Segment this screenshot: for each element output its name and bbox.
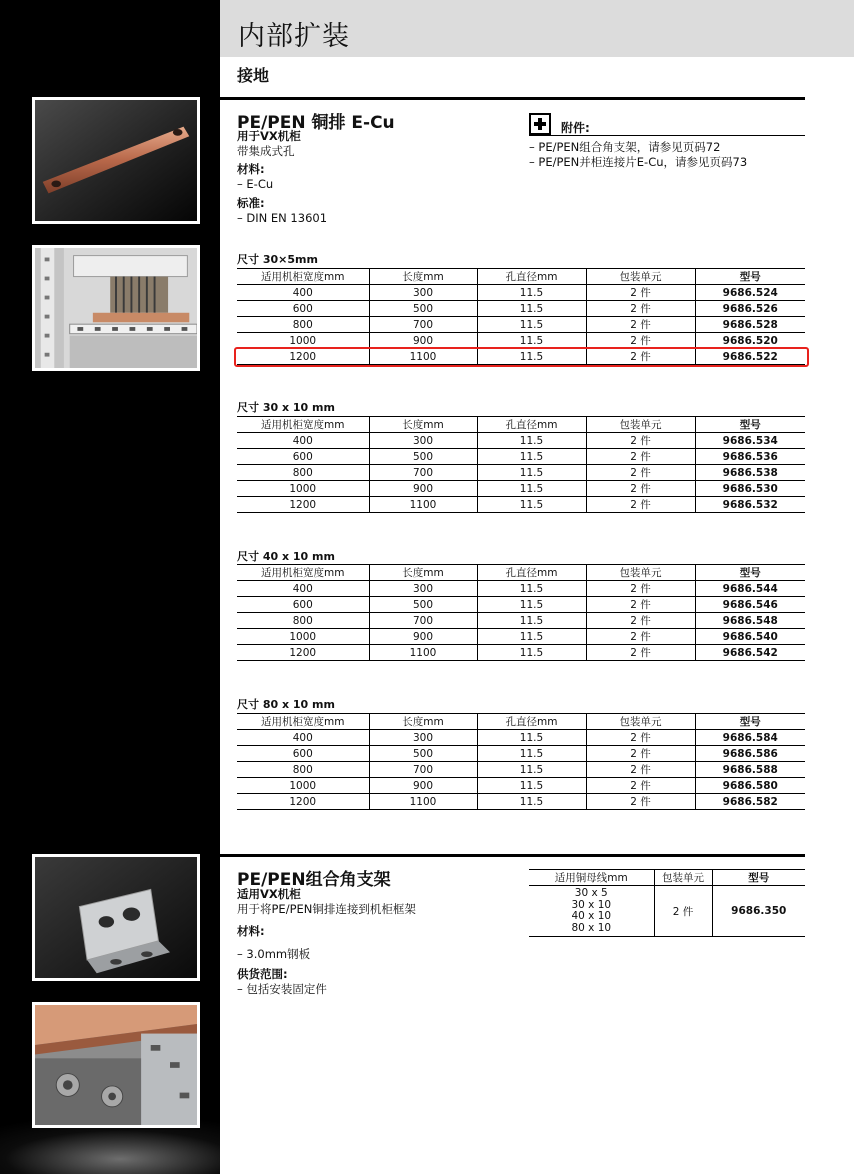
part-number: 9686.542	[695, 645, 805, 661]
table-cell: 11.5	[477, 317, 586, 333]
table-cell: 900	[369, 333, 477, 349]
col-header: 长度mm	[369, 417, 477, 433]
table-row	[237, 597, 805, 613]
table-row	[237, 481, 805, 497]
part-number: 9686.580	[695, 778, 805, 794]
plus-icon	[529, 113, 551, 135]
table-row	[237, 762, 805, 778]
part-number: 9686.532	[695, 497, 805, 513]
cabinet-installation-photo	[32, 245, 200, 371]
col-header: 包装单元	[586, 417, 695, 433]
part-number: 9686.582	[695, 794, 805, 810]
part-number: 9686.544	[695, 581, 805, 597]
angle-bracket-photo	[32, 854, 200, 981]
table-cell: 2 件	[586, 433, 695, 449]
material-value: – 3.0mm钢板	[237, 947, 311, 961]
table-cell: 300	[369, 730, 477, 746]
part-number: 9686.546	[695, 597, 805, 613]
table-cell: 600	[237, 597, 369, 613]
table-cell: 11.5	[477, 613, 586, 629]
table-row	[237, 449, 805, 465]
table-cell: 2 件	[586, 301, 695, 317]
table-cell: 11.5	[477, 581, 586, 597]
table-cell: 2 件	[586, 762, 695, 778]
part-number: 9686.584	[695, 730, 805, 746]
part-number: 9686.538	[695, 465, 805, 481]
table-cell: 2 件	[586, 349, 695, 365]
col-header: 长度mm	[369, 714, 477, 730]
table-cell: 11.5	[477, 762, 586, 778]
table-cell: 11.5	[477, 449, 586, 465]
col-header: 包装单元	[654, 870, 712, 886]
table-cell: 1100	[369, 497, 477, 513]
part-number: 9686.588	[695, 762, 805, 778]
table-cell: 400	[237, 581, 369, 597]
accessory-item: – PE/PEN并柜连接片E-Cu，请参见页码73	[529, 155, 748, 169]
table-cell: 500	[369, 597, 477, 613]
table-cell: 2 件	[586, 497, 695, 513]
table-row	[237, 778, 805, 794]
table-cell: 11.5	[477, 433, 586, 449]
table-cell: 600	[237, 301, 369, 317]
part-number: 9686.528	[695, 317, 805, 333]
table-cell: 300	[369, 581, 477, 597]
table-cell: 800	[237, 317, 369, 333]
table-cell: 700	[369, 762, 477, 778]
table-cell: 11.5	[477, 465, 586, 481]
table-cell: 600	[237, 746, 369, 762]
table-cell: 600	[237, 449, 369, 465]
table-cell: 1000	[237, 333, 369, 349]
product-subtitle: 适用VX机柜	[237, 887, 301, 901]
table-row	[529, 886, 805, 937]
section-divider	[220, 97, 805, 100]
table-cell: 11.5	[477, 597, 586, 613]
col-header: 适用机柜宽度mm	[237, 714, 369, 730]
table-cell: 11.5	[477, 645, 586, 661]
col-header: 型号	[712, 870, 805, 886]
product-title: PE/PEN组合角支架	[237, 870, 391, 890]
busbar-size: 80 x 10	[571, 921, 612, 934]
table-cell: 500	[369, 301, 477, 317]
col-header: 适用机柜宽度mm	[237, 269, 369, 285]
table-cell: 2 件	[586, 746, 695, 762]
col-header: 型号	[695, 565, 805, 581]
copper-busbar-photo	[32, 97, 200, 224]
table-cell: 900	[369, 778, 477, 794]
table-cell: 2 件	[586, 597, 695, 613]
spec-table-80x10	[237, 713, 805, 810]
scope-label: 供货范围:	[237, 967, 288, 981]
part-number: 9686.522	[695, 349, 805, 365]
table-row	[237, 301, 805, 317]
table-cell: 700	[369, 317, 477, 333]
table-cell: 400	[237, 433, 369, 449]
size-label: 尺寸 30 x 10 mm	[237, 401, 335, 414]
col-header: 适用机柜宽度mm	[237, 565, 369, 581]
col-header: 长度mm	[369, 565, 477, 581]
part-number: 9686.520	[695, 333, 805, 349]
table-cell: 2 件	[586, 481, 695, 497]
col-header: 长度mm	[369, 269, 477, 285]
accessories-header	[529, 113, 805, 136]
table-cell: 2 件	[586, 581, 695, 597]
busbar-size: 40 x 10	[571, 910, 612, 922]
table-cell: 500	[369, 449, 477, 465]
page-title: 内部扩装	[238, 21, 350, 52]
section-divider	[220, 854, 805, 857]
table-row	[237, 581, 805, 597]
table-cell: 1000	[237, 481, 369, 497]
part-number: 9686.536	[695, 449, 805, 465]
product-title: PE/PEN 铜排 E-Cu	[237, 113, 395, 133]
table-cell: 2 件	[586, 285, 695, 301]
material-label: 材料:	[237, 924, 265, 938]
busbar-sizes-cell	[529, 886, 654, 937]
table-cell: 1200	[237, 349, 369, 365]
table-row	[237, 497, 805, 513]
page-header	[220, 0, 854, 57]
part-number: 9686.586	[695, 746, 805, 762]
row-highlight-box	[234, 347, 809, 367]
table-cell: 1200	[237, 497, 369, 513]
table-cell: 1100	[369, 794, 477, 810]
material-label: 材料:	[237, 162, 265, 176]
product-description: 用于将PE/PEN铜排连接到机柜框架	[237, 902, 416, 916]
size-label: 尺寸 40 x 10 mm	[237, 550, 335, 563]
busbar-size: 30 x 5	[574, 887, 608, 899]
pack-unit: 2 件	[654, 886, 712, 937]
table-cell: 1000	[237, 629, 369, 645]
table-cell: 1100	[369, 349, 477, 365]
table-cell: 400	[237, 730, 369, 746]
table-cell: 2 件	[586, 465, 695, 481]
table-cell: 900	[369, 481, 477, 497]
size-label: 尺寸 80 x 10 mm	[237, 698, 335, 711]
table-cell: 800	[237, 613, 369, 629]
table-cell: 11.5	[477, 285, 586, 301]
table-cell: 11.5	[477, 301, 586, 317]
product-subtitle: 用于VX机柜	[237, 129, 301, 143]
table-cell: 11.5	[477, 746, 586, 762]
table-cell: 1200	[237, 645, 369, 661]
material-value: – E-Cu	[237, 177, 274, 191]
table-row	[237, 613, 805, 629]
col-header: 包装单元	[586, 714, 695, 730]
table-cell: 11.5	[477, 349, 586, 365]
table-cell: 11.5	[477, 497, 586, 513]
table-row	[237, 645, 805, 661]
part-number: 9686.540	[695, 629, 805, 645]
table-row	[237, 433, 805, 449]
table-cell: 11.5	[477, 730, 586, 746]
table-row	[237, 730, 805, 746]
table-cell: 800	[237, 762, 369, 778]
table-cell: 900	[369, 629, 477, 645]
table-cell: 1200	[237, 794, 369, 810]
table-row	[237, 629, 805, 645]
table-cell: 500	[369, 746, 477, 762]
busbar-size: 30 x 10	[571, 898, 612, 911]
col-header: 孔直径mm	[477, 417, 586, 433]
table-cell: 1100	[369, 645, 477, 661]
table-cell: 2 件	[586, 730, 695, 746]
table-cell: 11.5	[477, 481, 586, 497]
part-number: 9686.548	[695, 613, 805, 629]
table-cell: 11.5	[477, 333, 586, 349]
table-cell: 700	[369, 465, 477, 481]
table-cell: 300	[369, 433, 477, 449]
table-header-row	[237, 417, 805, 433]
standard-label: 标准:	[237, 196, 265, 210]
table-cell: 11.5	[477, 794, 586, 810]
table-header-row	[237, 565, 805, 581]
col-header: 孔直径mm	[477, 714, 586, 730]
table-header-row	[529, 870, 805, 886]
table-cell: 2 件	[586, 645, 695, 661]
standard-value: – DIN EN 13601	[237, 211, 328, 225]
part-number: 9686.534	[695, 433, 805, 449]
bracket-table	[529, 869, 805, 937]
section-title: 接地	[237, 66, 270, 85]
col-header: 孔直径mm	[477, 565, 586, 581]
table-cell: 2 件	[586, 449, 695, 465]
table-header-row	[237, 714, 805, 730]
col-header: 型号	[695, 714, 805, 730]
accessories-box	[529, 113, 805, 170]
part-number: 9686.524	[695, 285, 805, 301]
scope-value: – 包括安装固定件	[237, 982, 327, 996]
spec-table-40x10	[237, 564, 805, 661]
table-row	[237, 285, 805, 301]
table-cell: 400	[237, 285, 369, 301]
product-info	[237, 129, 327, 226]
table-cell: 2 件	[586, 333, 695, 349]
table-row	[237, 746, 805, 762]
bracket-mounting-photo	[32, 1002, 200, 1128]
table-cell: 2 件	[586, 613, 695, 629]
table-header-row	[237, 269, 805, 285]
accessories-list	[529, 140, 805, 170]
product-feature: 带集成式孔	[237, 144, 295, 158]
part-number: 9686.350	[712, 886, 805, 937]
accessories-label: 附件:	[561, 120, 590, 135]
col-header: 型号	[695, 417, 805, 433]
table-cell: 800	[237, 465, 369, 481]
table-cell: 2 件	[586, 629, 695, 645]
part-number: 9686.526	[695, 301, 805, 317]
table-row	[237, 465, 805, 481]
product-info	[237, 887, 416, 997]
table-cell: 11.5	[477, 629, 586, 645]
table-cell: 11.5	[477, 778, 586, 794]
spec-table-30x10	[237, 416, 805, 513]
table-cell: 2 件	[586, 794, 695, 810]
table-row	[237, 794, 805, 810]
table-cell: 300	[369, 285, 477, 301]
col-header: 孔直径mm	[477, 269, 586, 285]
col-header: 包装单元	[586, 269, 695, 285]
col-header: 适用机柜宽度mm	[237, 417, 369, 433]
table-cell: 700	[369, 613, 477, 629]
col-header: 包装单元	[586, 565, 695, 581]
part-number: 9686.530	[695, 481, 805, 497]
table-cell: 2 件	[586, 778, 695, 794]
col-header: 型号	[695, 269, 805, 285]
accessory-item: – PE/PEN组合角支架，请参见页码72	[529, 140, 721, 154]
col-header: 适用铜母线mm	[529, 870, 654, 886]
table-cell: 2 件	[586, 317, 695, 333]
table-cell: 1000	[237, 778, 369, 794]
table-row	[237, 317, 805, 333]
size-label: 尺寸 30×5mm	[237, 253, 318, 266]
